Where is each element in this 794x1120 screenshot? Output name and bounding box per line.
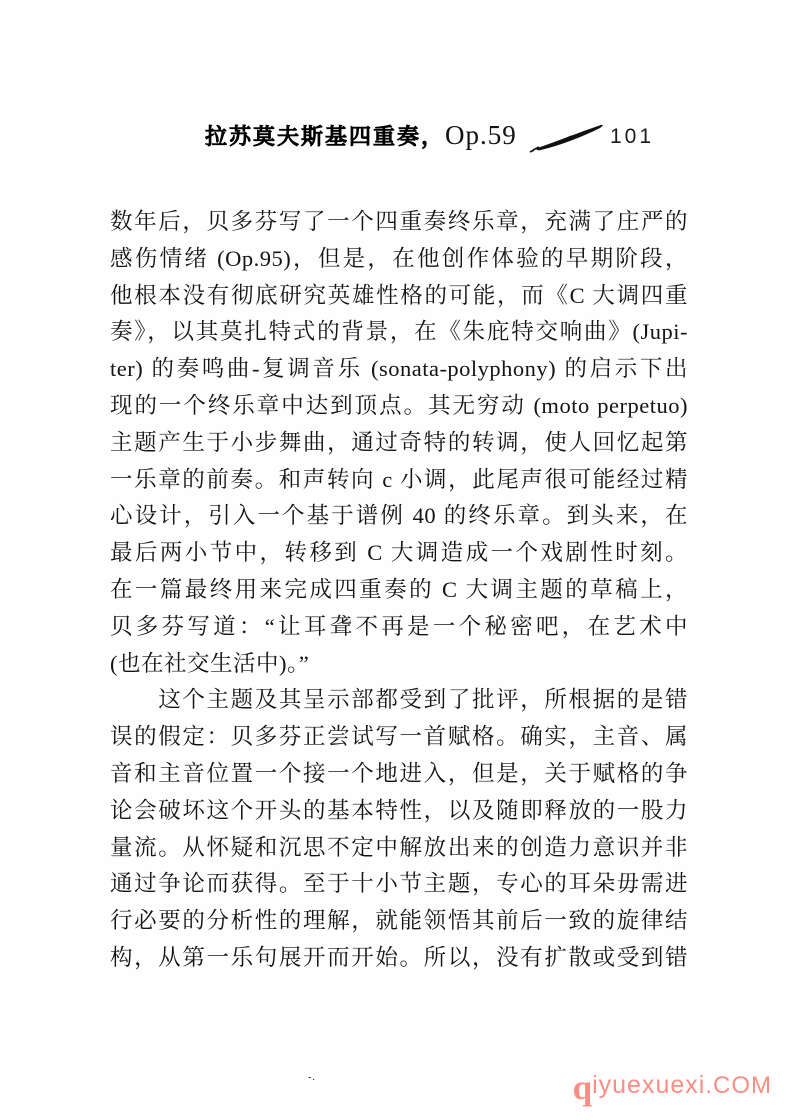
chapter-title-opus: Op.59 [445, 120, 517, 150]
scan-artifact: -. [308, 1072, 316, 1083]
watermark-suffix: .COM [705, 1072, 772, 1099]
chapter-title-chinese: 拉苏莫夫斯基四重奏， [205, 124, 446, 149]
text-line: (也在社交生活中)。” [110, 650, 310, 676]
quill-flourish-icon [527, 122, 607, 154]
text-line: ter) 的奏鸣曲-复调音乐 (sonata-polyphony) 的启示下出 [110, 356, 688, 382]
text-line: 数年后，贝多芬写了一个四重奏终乐章，充满了庄严的 [110, 209, 688, 234]
text-line: 他根本没有彻底研究英雄性格的可能，而《C 大调四重 [110, 282, 688, 308]
text-line: 主题产生于小步舞曲，通过奇特的转调，使人回忆起第 [110, 429, 688, 455]
text-line: 在一篇最终用来完成四重奏的 C 大调主题的草稿上， [110, 576, 688, 602]
text-line: 构，从第一乐句展开而开始。所以，没有扩散或受到错 [110, 944, 688, 970]
watermark-middle: iyuexuexi [592, 1071, 706, 1099]
text-line: 最后两小节中，转移到 C 大调造成一个戏剧性时刻。 [110, 540, 688, 566]
text-line: 现的一个终乐章中达到顶点。其无穷动 (moto perpetuo) [110, 392, 688, 418]
text-line: 误的假定：贝多芬正尝试写一首赋格。确实，主音、属 [110, 724, 688, 750]
text-line: 心设计，引入一个基于谱例 40 的终乐章。到头来，在 [110, 503, 688, 529]
watermark-initial: q [572, 1068, 593, 1107]
text-line: 论会破坏这个开头的基本特性，以及随即释放的一股力 [110, 797, 688, 823]
body-text [110, 204, 688, 977]
text-line: 这个主题及其呈示部都受到了批评，所根据的是错 [110, 687, 688, 713]
page-number: 101 [610, 125, 655, 148]
text-line: 贝多芬写道：“让耳聋不再是一个秘密吧，在艺术中 [110, 613, 688, 639]
text-line: 通过争论而获得。至于十小节主题，专心的耳朵毋需进 [110, 871, 688, 897]
text-line: 奏》，以其莫扎特式的背景，在《朱庇特交响曲》(Jupi- [110, 319, 688, 345]
site-watermark [573, 1068, 772, 1108]
text-line: 音和主音位置一个接一个地进入，但是，关于赋格的争 [110, 760, 688, 786]
text-line: 感伤情绪 (Op.95)，但是，在他创作体验的早期阶段， [110, 245, 688, 271]
running-head [0, 118, 794, 158]
text-line: 量流。从怀疑和沉思不定中解放出来的创造力意识并非 [110, 834, 688, 860]
chapter-title [205, 120, 517, 151]
text-line: 一乐章的前奏。和声转向 c 小调，此尾声很可能经过精 [110, 466, 688, 492]
text-line: 行必要的分析性的理解，就能领悟其前后一致的旋律结 [110, 908, 688, 934]
